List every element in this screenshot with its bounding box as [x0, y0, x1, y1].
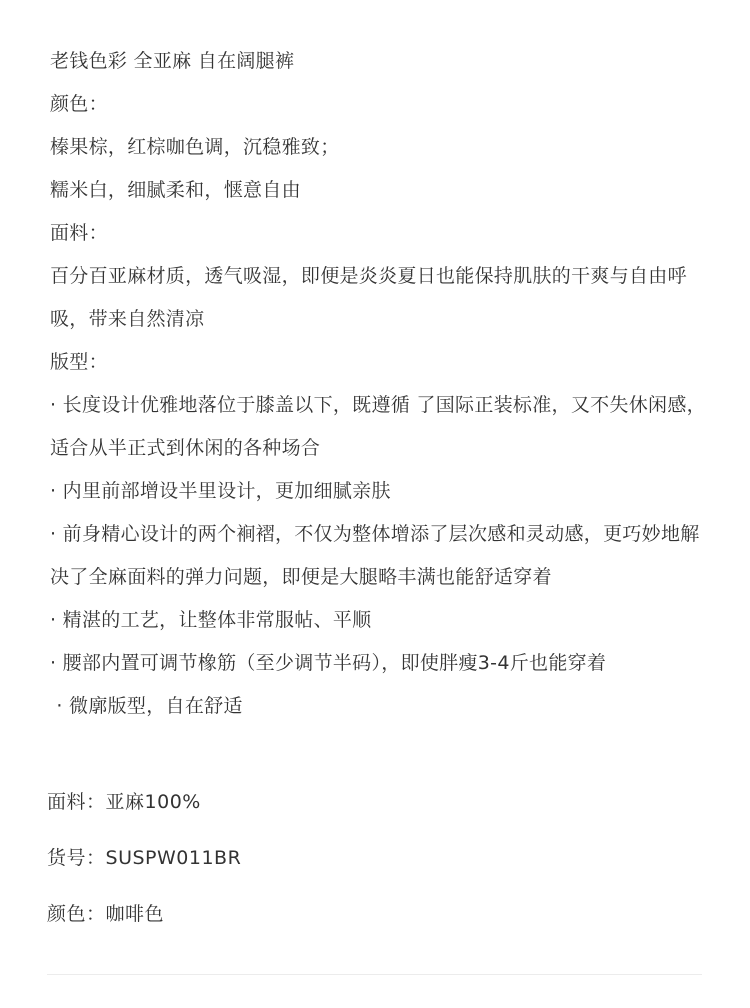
spec-sku-label: 货号： [47, 847, 106, 869]
spec-color-value: 咖啡色 [105, 903, 165, 925]
spec-material-value: 亚麻100% [105, 791, 201, 813]
fit-heading: 版型： [50, 351, 108, 373]
fabric-text: 百分百亚麻材质，透气吸湿，即便是炎炎夏日也能保持肌肤的干爽与自由呼吸，带来自然清凉 [50, 265, 687, 330]
spec-color-label: 颜色： [47, 903, 106, 925]
fit-point: · 腰部内置可调节橡筋（至少调节半码），即使胖瘦3-4斤也能穿着 [50, 652, 607, 674]
spec-sku [47, 836, 707, 892]
fit-point: · 内里前部增设半里设计，更加细腻亲肤 [50, 480, 391, 502]
product-specs [47, 780, 707, 948]
fabric-heading: 面料： [50, 222, 108, 244]
color-line-hazelnut: 榛果棕，红棕咖色调，沉稳雅致； [50, 136, 340, 158]
divider [47, 974, 702, 975]
fit-point: · 前身精心设计的两个裥褶，不仅为整体增添了层次感和灵动感，更巧妙地解决了全麻面料的弹力问题，即便是大腿略丰满也能舒适穿着 [50, 523, 700, 588]
product-description [50, 40, 710, 728]
spec-material [47, 780, 707, 836]
color-heading: 颜色： [50, 93, 108, 115]
spec-sku-value: SUSPW011BR [105, 847, 242, 869]
color-line-cream: 糯米白，细腻柔和，惬意自由 [50, 179, 301, 201]
fit-point: · 精湛的工艺，让整体非常服帖、平顺 [50, 609, 372, 631]
fit-point: · 微廓版型，自在舒适 [50, 695, 243, 717]
spec-color [47, 892, 707, 948]
fit-point: · 长度设计优雅地落位于膝盖以下，既遵循 了国际正装标准，又不失休闲感，适合从半正式到休闲的各种场合 [50, 394, 706, 459]
product-title: 老钱色彩 全亚麻 自在阔腿裤 [50, 50, 295, 72]
spec-material-label: 面料： [47, 791, 106, 813]
